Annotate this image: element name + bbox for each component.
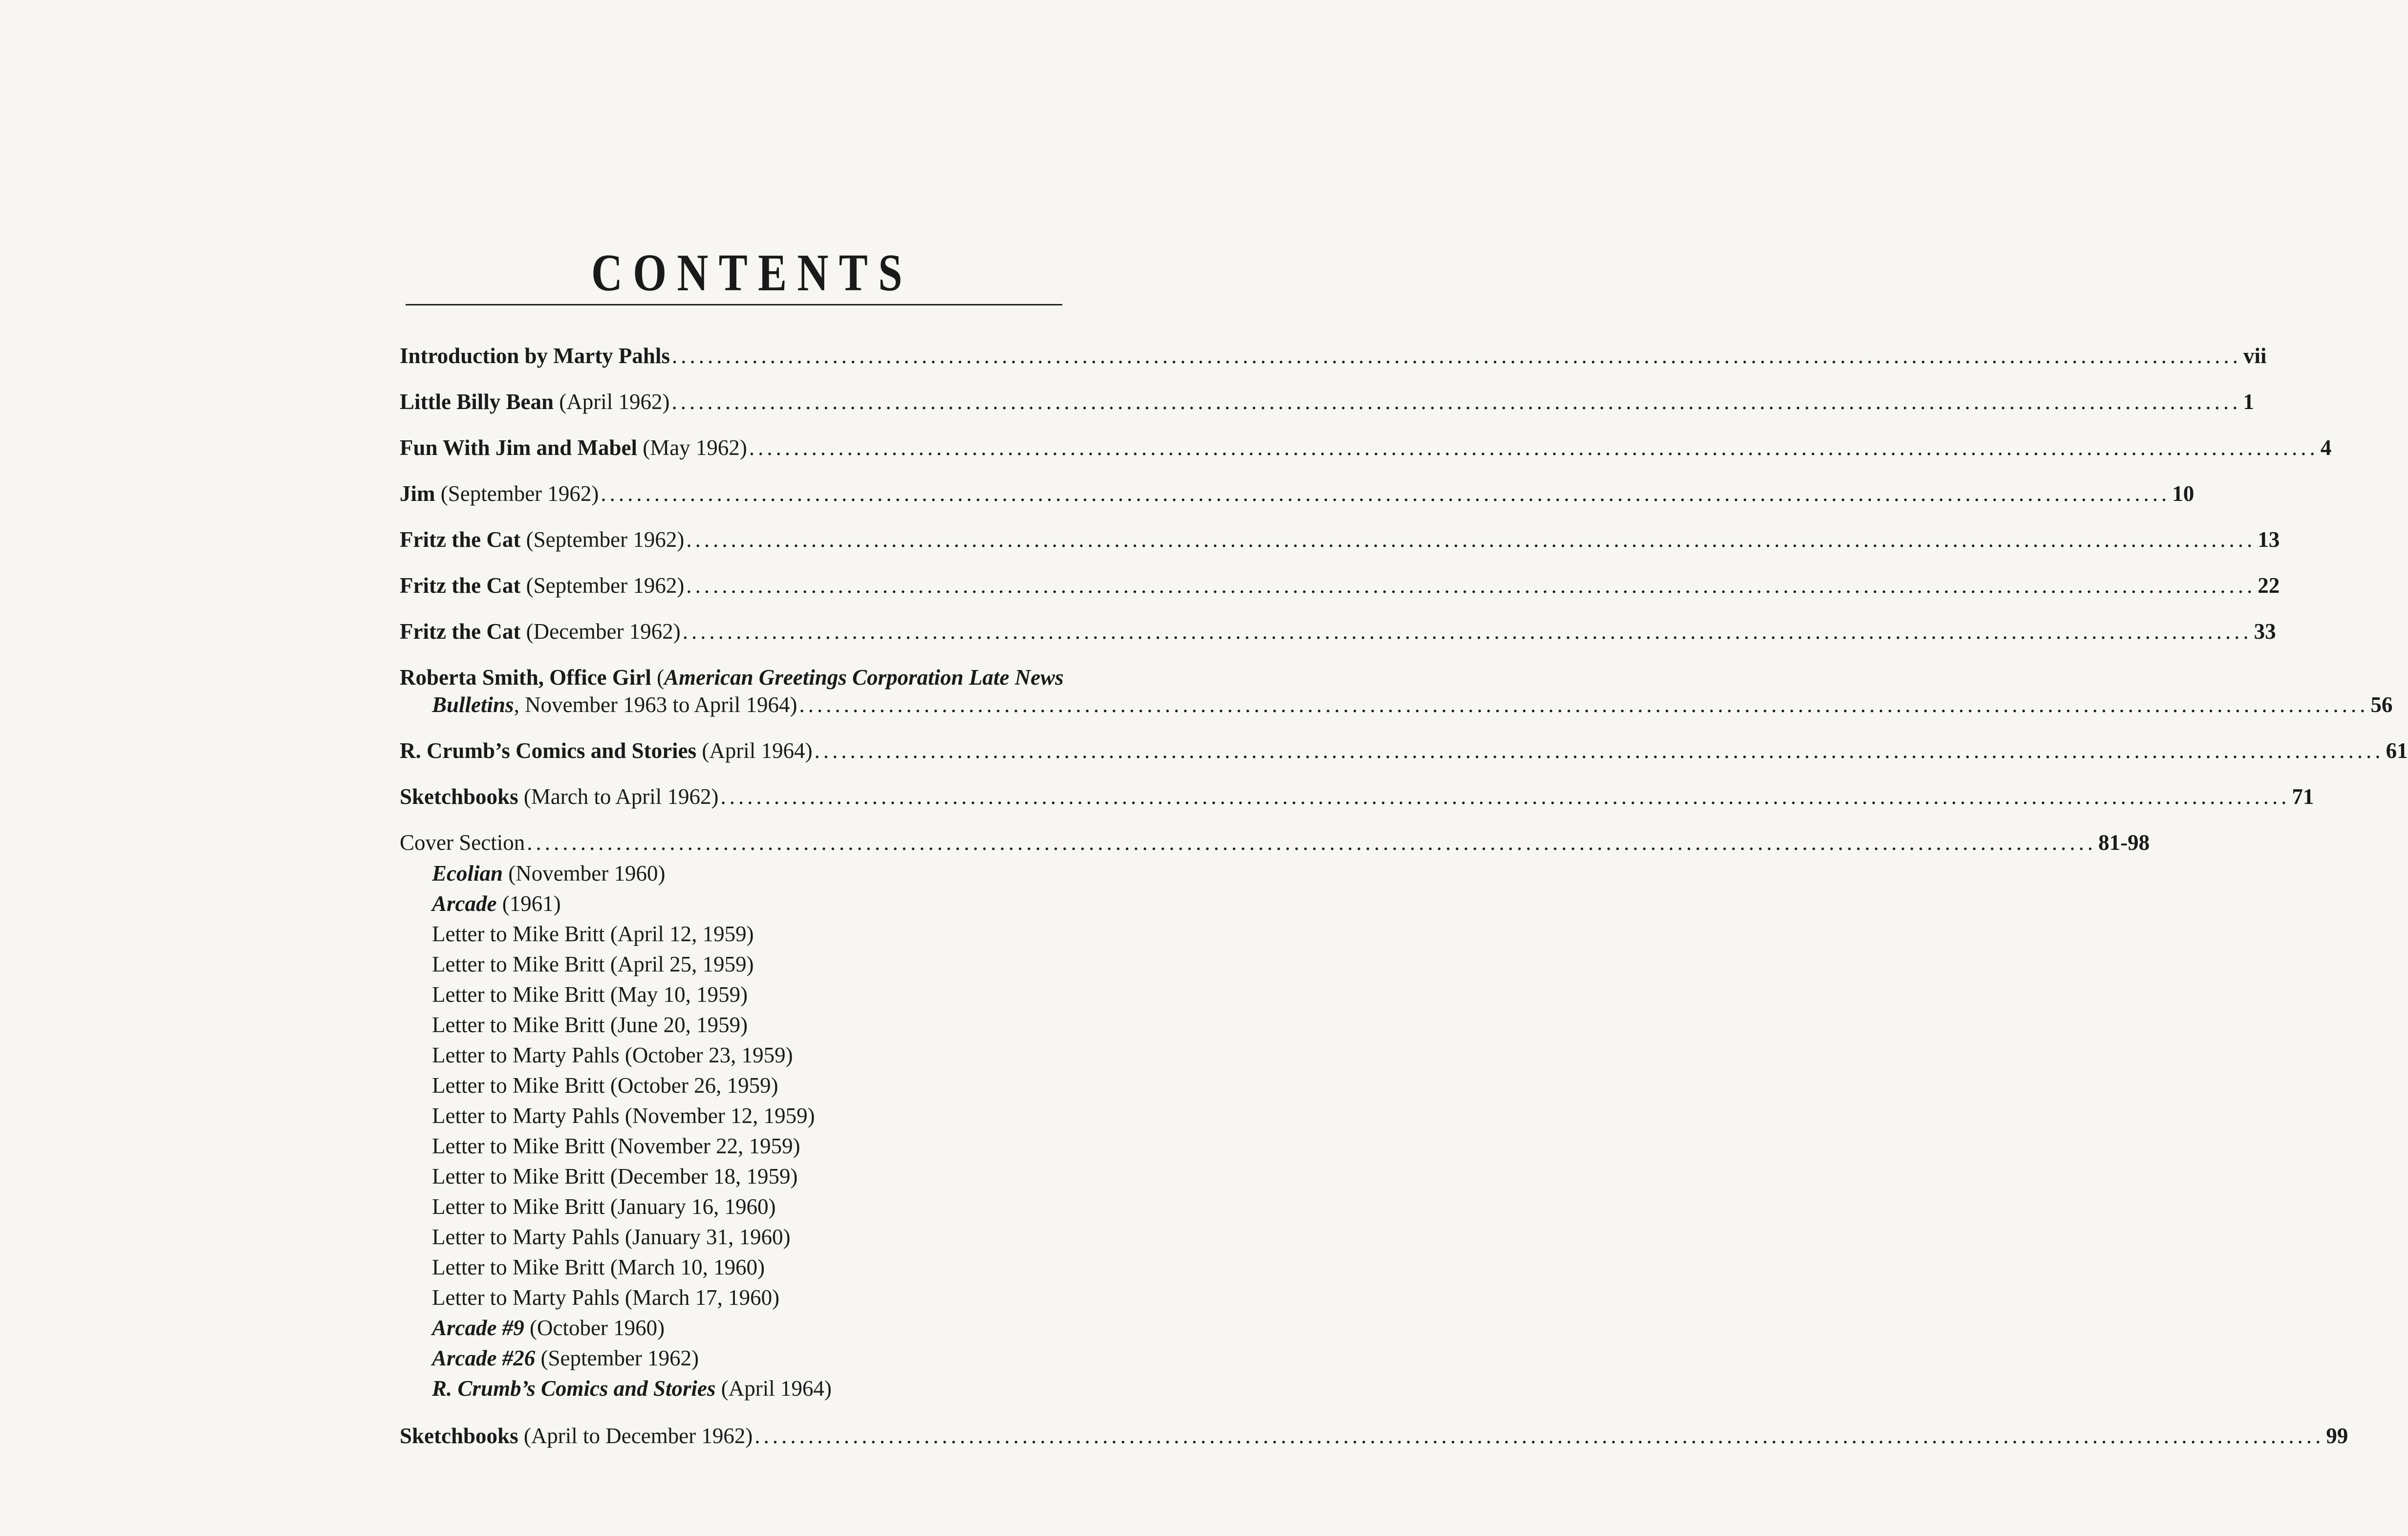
page-number: 61 <box>2386 738 2408 763</box>
entry-detail: (September 1962) <box>520 527 685 552</box>
page-number: 71 <box>2292 784 2314 809</box>
entry-detail: (May 1962) <box>637 435 747 460</box>
dot-leader: ................................................................................................................................................................................ <box>754 1424 2324 1448</box>
list-item: Letter to Mike Britt (June 20, 1959) <box>432 1013 748 1037</box>
list-item: Letter to Mike Britt (November 22, 1959) <box>432 1134 800 1158</box>
list-item: Letter to Mike Britt (March 10, 1960) <box>432 1255 765 1279</box>
dot-leader: ................................................................................................................................................................................ <box>720 784 2290 809</box>
list-item: Arcade (1961) <box>432 891 561 916</box>
entry-title: R. Crumb’s Comics and Stories <box>400 738 697 763</box>
dot-leader: ................................................................................................................................................................................ <box>686 573 2256 598</box>
entry-title: Introduction by Marty Pahls <box>400 344 670 368</box>
list-item: R. Crumb’s Comics and Stories (April 1964) <box>432 1376 832 1401</box>
toc-entry[interactable] <box>400 388 2254 415</box>
toc-entry[interactable] <box>400 342 2267 369</box>
list-item: Letter to Mike Britt (April 12, 1959) <box>432 922 754 946</box>
entry-detail: (September 1962) <box>520 573 685 598</box>
entry-title: Fritz the Cat <box>400 573 521 598</box>
list-item: Arcade #9 (October 1960) <box>432 1316 665 1340</box>
list-item: Letter to Mike Britt (December 18, 1959) <box>432 1164 798 1189</box>
entry-detail: , November 1963 to April 1964) <box>514 692 797 717</box>
toc-entry-cover-section[interactable] <box>400 829 2150 1404</box>
page-number: 33 <box>2254 619 2276 644</box>
entry-detail: (March to April 1962) <box>518 784 719 809</box>
page-number: 56 <box>2370 692 2393 717</box>
title-rule <box>406 304 1062 305</box>
entry-detail: (December 1962) <box>520 619 681 644</box>
list-item: Letter to Mike Britt (April 25, 1959) <box>432 952 754 976</box>
page-number: 13 <box>2258 527 2280 552</box>
dot-leader: ................................................................................................................................................................................ <box>799 692 2369 717</box>
page-number: 10 <box>2172 481 2194 506</box>
entry-title: Jim <box>400 481 435 506</box>
page-number: vii <box>2243 344 2267 368</box>
entry-title: Fritz the Cat <box>400 527 521 552</box>
list-item: Letter to Marty Pahls (January 31, 1960) <box>432 1225 791 1249</box>
dot-leader: ................................................................................................................................................................................ <box>601 481 2171 506</box>
dot-leader: ................................................................................................................................................................................ <box>671 344 2241 368</box>
entry-paren: ( <box>651 665 665 690</box>
list-item: Letter to Marty Pahls (October 23, 1959) <box>432 1043 793 1067</box>
dot-leader: ................................................................................................................................................................................ <box>671 389 2241 414</box>
entry-detail: (April to December 1962) <box>518 1424 753 1448</box>
list-item: Letter to Mike Britt (October 26, 1959) <box>432 1073 778 1098</box>
entry-detail: (April 1964) <box>696 738 813 763</box>
dot-leader: ................................................................................................................................................................................ <box>749 435 2319 460</box>
list-item: Letter to Marty Pahls (March 17, 1960) <box>432 1285 780 1310</box>
list-item: Letter to Marty Pahls (November 12, 1959) <box>432 1103 815 1128</box>
toc-entry[interactable] <box>400 737 2408 764</box>
entry-title: Little Billy Bean <box>400 389 554 414</box>
entry-title: Sketchbooks <box>400 1424 518 1448</box>
list-item: Arcade #26 (September 1962) <box>432 1346 699 1370</box>
list-item: Letter to Mike Britt (January 16, 1960) <box>432 1194 776 1219</box>
toc-entry[interactable] <box>400 572 2280 599</box>
page-number: 1 <box>2243 389 2254 414</box>
page-number: 22 <box>2258 573 2280 598</box>
list-item: Letter to Mike Britt (May 10, 1959) <box>432 982 748 1007</box>
toc-entry[interactable] <box>400 434 2332 461</box>
table-of-contents <box>400 342 2408 1449</box>
entry-detail: (April 1962) <box>554 389 670 414</box>
entry-title: Roberta Smith, Office Girl <box>400 665 651 690</box>
entry-publication-cont: Bulletins <box>432 692 514 717</box>
page-number: 99 <box>2326 1424 2348 1448</box>
entry-title: Fun With Jim and Mabel <box>400 435 637 460</box>
dot-leader: ................................................................................................................................................................................ <box>527 830 2097 855</box>
toc-entry[interactable] <box>400 526 2280 553</box>
dot-leader: ................................................................................................................................................................................ <box>686 527 2256 552</box>
page-number: 4 <box>2320 435 2332 460</box>
dot-leader: ................................................................................................................................................................................ <box>814 738 2384 763</box>
toc-entry[interactable] <box>400 783 2314 810</box>
page-number: 81-98 <box>2098 830 2150 855</box>
entry-detail: (September 1962) <box>435 481 599 506</box>
entry-second-line <box>400 691 2393 718</box>
entry-title: Sketchbooks <box>400 784 518 809</box>
entry-first-line <box>400 664 1070 691</box>
toc-entry[interactable] <box>400 480 2194 507</box>
toc-entry-roberta[interactable] <box>400 664 2393 718</box>
entry-publication: American Greetings Corporation Late News <box>664 665 1064 690</box>
cover-section-items <box>400 858 1070 1404</box>
dot-leader: ................................................................................................................................................................................ <box>682 619 2252 644</box>
toc-entry[interactable] <box>400 618 2276 645</box>
entry-title: Cover Section <box>400 830 525 855</box>
cover-section-header <box>400 829 2150 856</box>
page-title: CONTENTS <box>591 244 913 302</box>
toc-entry[interactable] <box>400 1422 2348 1449</box>
list-item: Ecolian (November 1960) <box>432 861 666 886</box>
entry-title: Fritz the Cat <box>400 619 521 644</box>
